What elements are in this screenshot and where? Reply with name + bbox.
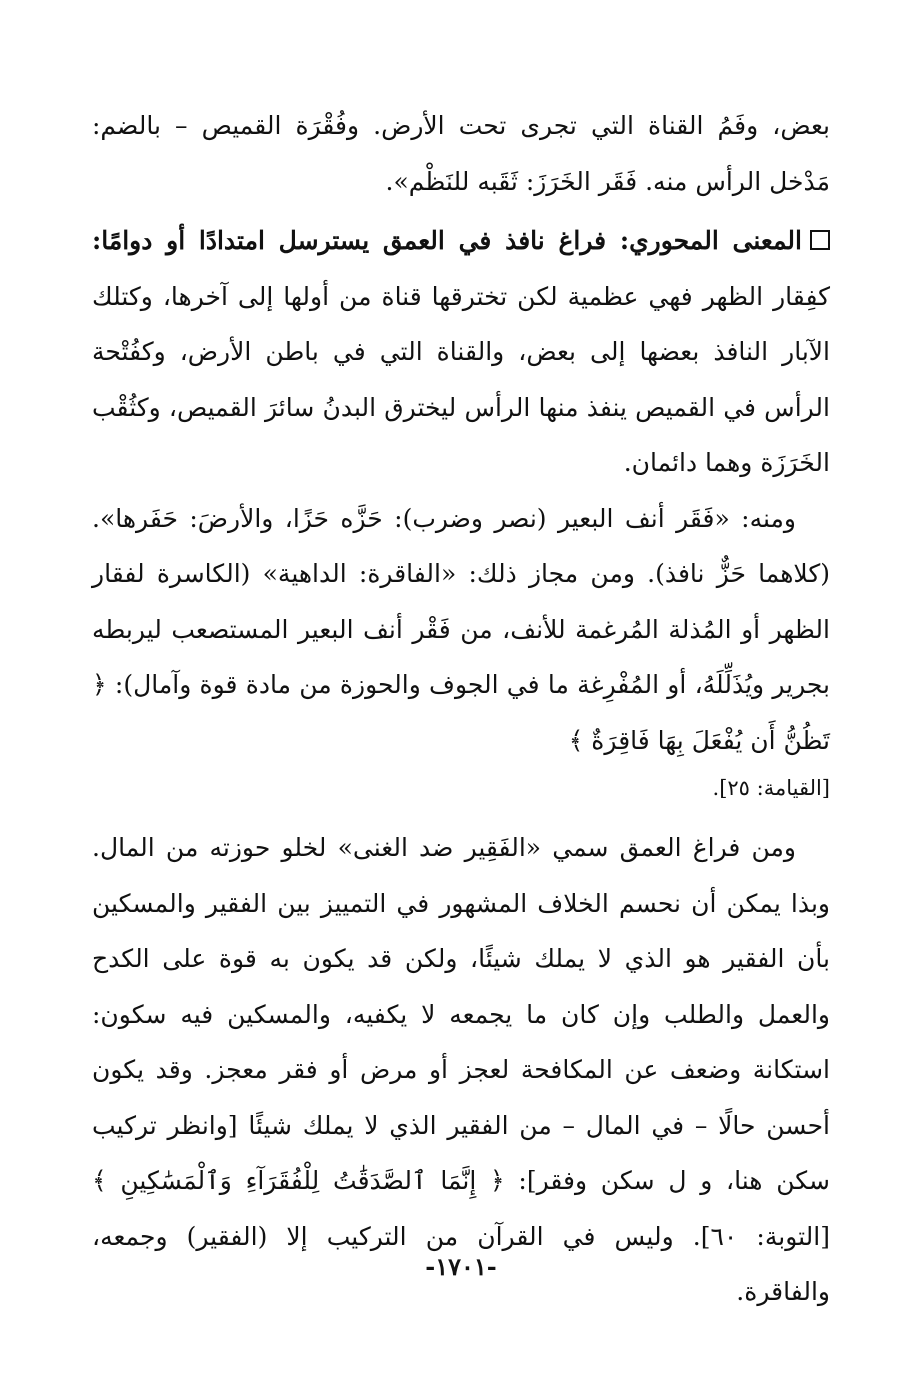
paragraph-core-meaning: [92, 213, 830, 491]
quran-reference: [القيامة: ٢٥].: [712, 776, 830, 800]
core-meaning-label: المعنى المحوري: فراغ نافذ في العمق يسترسل امتدادًا أو دوامًا:: [92, 226, 802, 255]
paragraph-faqir: ومن فراغ العمق سمي «الفَقِير ضد الغنى» لخلو حوزته من المال. وبذا يمكن أن نحسم الخلاف المشهور في التمييز بين الفقير والمسكين بأن الفقير هو الذي لا يملك شيئًا، ولكن قد يكون به قوة على الكدح والعمل والطلب وإن كان ما يجمعه لا يكفيه، والمسكين فيه سكون: استكانة وضعف عن المكافحة لعجز أو مرض أو فقر معجز. وقد يكون أحسن حالًا – في المال – من الفقير الذي لا يملك شيئًا [وانظر تركيب سكن هنا، و ل سكن وفقر]: ﴿ إِنَّمَا ٱلصَّدَقَٰتُ لِلْفُقَرَآءِ وَٱلْمَسَٰكِينِ ﴾ [التوبة: ٦٠]. وليس في القرآن من التركيب إلا (الفقير) وجمعه، والفاقرة.: [92, 833, 830, 1306]
square-bullet-icon: [810, 230, 830, 250]
paragraph-continuation: بعض، وفَمُ القناة التي تجرى تحت الأرض. وفُقْرَة القميص – بالضم: مَدْخل الرأس منه. فَقَر الخَرَزَ: ثَقَبه للنَظْم».: [92, 111, 830, 196]
core-meaning-body: كفِقار الظهر فهي عظمية لكن تخترقها قناة من أولها إلى آخرها، وكتلك الآبار النافذ بعضها إلى بعض، والقناة التي في باطن الأرض، وكفُتْحة الرأس في القميص ينفذ منها الرأس ليخترق البدنُ سائرَ القميص، وكثُقْب الخَرَزَة وهما دائمان.: [92, 281, 830, 477]
page-body: [92, 98, 830, 1320]
paragraph-derivatives: ومنه: «فَقَر أنف البعير (نصر وضرب): حَزَّه حَزًا، والأرضَ: حَفَرها». (كلاهما حَزٌّ نافذ). ومن مجاز ذلك: «الفاقرة: الداهية» (الكاسرة لفقار الظهر أو المُذلة المُرغمة للأنف، من فَقْر أنف البعير المستصعب ليربطه بجرير ويُذَلِّلَهُ، أو المُفْرِغة ما في الجوف والحوزة من مادة قوة وآمال): ﴿ تَظُنُّ أَن يُفْعَلَ بِهَا فَاقِرَةٌ ﴾: [92, 503, 830, 755]
page-number: -١٧٠١-: [425, 1252, 497, 1281]
